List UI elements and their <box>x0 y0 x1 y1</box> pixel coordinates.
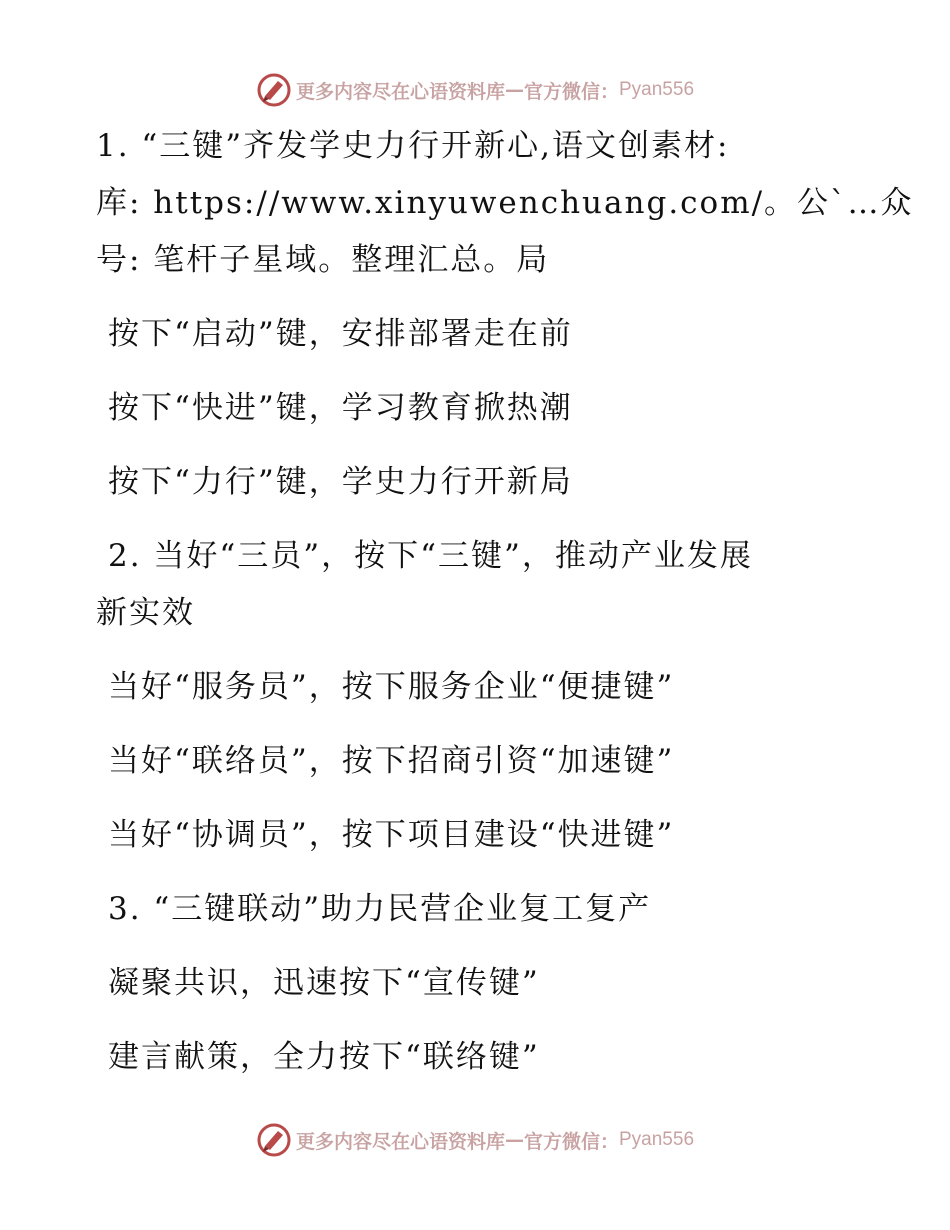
text-line: 新实效 <box>96 595 195 631</box>
footer-watermark <box>0 1120 950 1160</box>
text-line: 建言献策，全力按下“联络键” <box>108 1039 540 1075</box>
paragraph <box>96 733 876 790</box>
text-line: 号: 笔杆子星域。整理汇总。局 <box>96 242 550 278</box>
text-line: 按下“快进”键，学习教育掀热潮 <box>108 390 573 426</box>
text-line: 1. “三键”齐发学史力行开新心,语文创素材: <box>96 128 730 164</box>
paragraph <box>96 528 876 642</box>
text-line: 2. 当好“三员”，按下“三键”，推动产业发展 <box>108 538 753 574</box>
text-line: 按下“力行”键，学史力行开新局 <box>108 464 573 500</box>
watermark-contact-id: Pyan556 <box>619 79 695 100</box>
watermark-text: 更多内容尽在心语资料库 <box>295 1130 505 1153</box>
paragraph <box>96 380 876 437</box>
paragraph <box>96 1029 876 1086</box>
header-watermark <box>0 70 950 110</box>
text-line: 当好“联络员”，按下招商引资“加速键” <box>108 743 675 779</box>
watermark-contact-label: 官方微信： <box>523 1130 619 1153</box>
watermark-contact-id: Pyan556 <box>619 1129 695 1150</box>
paragraph <box>96 807 876 864</box>
paragraph <box>96 306 876 363</box>
pen-logo-icon <box>256 72 292 108</box>
text-line: 当好“服务员”，按下服务企业“便捷键” <box>108 669 675 705</box>
paragraph <box>96 659 876 716</box>
pen-logo-icon <box>256 1122 292 1158</box>
text-line: 库: https://www.xinyuwenchuang.com/。公`…众 <box>96 185 914 221</box>
text-line: 凝聚共识，迅速按下“宣传键” <box>108 965 540 1001</box>
document-body <box>96 118 914 1103</box>
paragraph <box>96 881 876 938</box>
text-line: 按下“启动”键，安排部署走在前 <box>108 316 573 352</box>
text-line: 3. “三键联动”助力民营企业复工复产 <box>108 891 652 927</box>
paragraph <box>96 454 876 511</box>
watermark-text: 更多内容尽在心语资料库 <box>295 80 505 103</box>
paragraph <box>96 955 876 1012</box>
paragraph <box>96 118 914 289</box>
watermark-contact-label: 官方微信： <box>523 80 619 103</box>
watermark-dash: — <box>504 79 524 101</box>
text-line: 当好“协调员”，按下项目建设“快进键” <box>108 817 675 853</box>
watermark-dash: — <box>504 1129 524 1151</box>
